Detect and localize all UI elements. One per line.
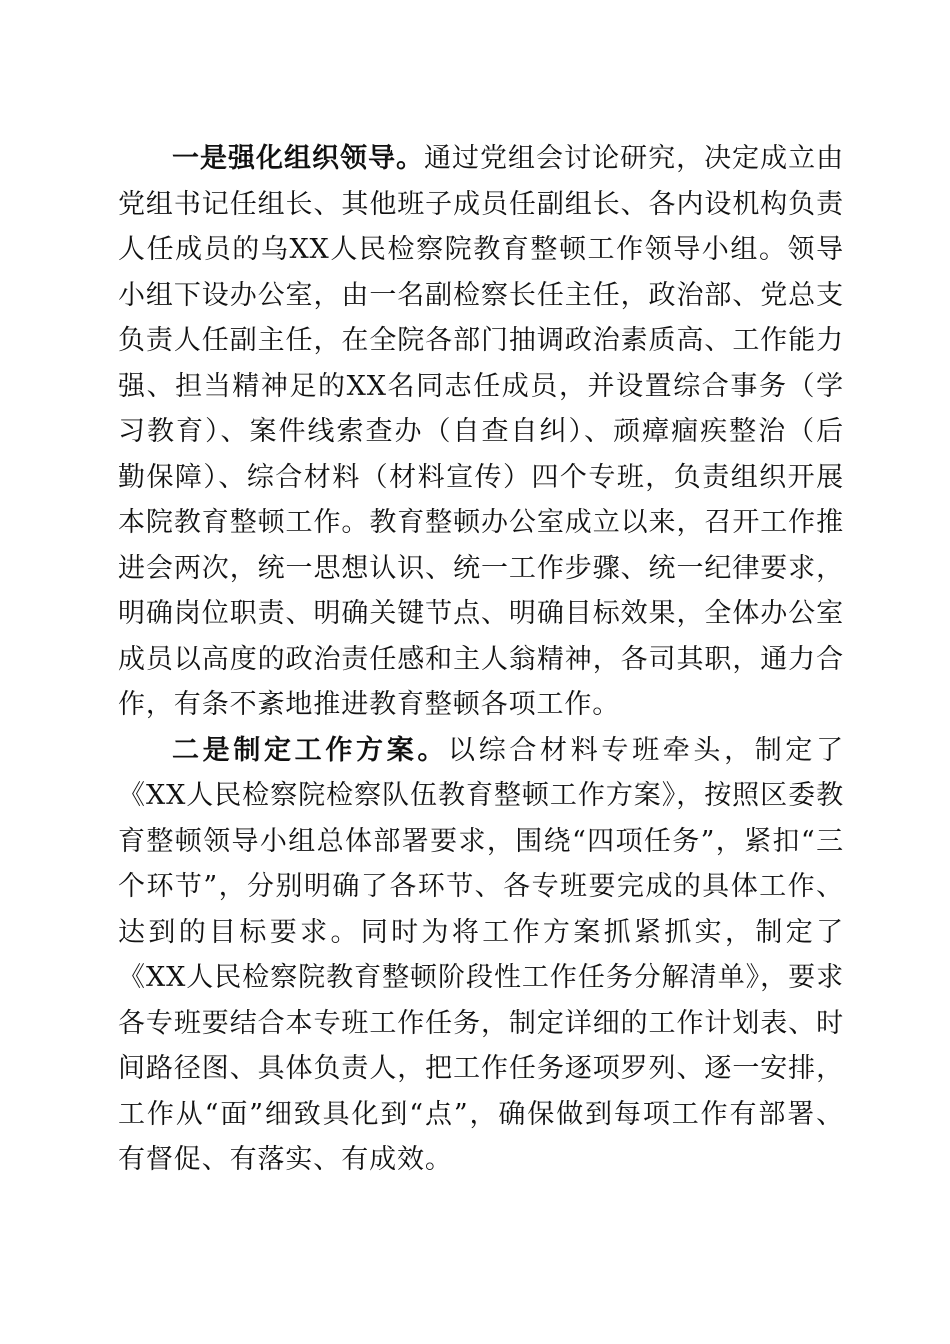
paragraph-organization-leadership [118, 136, 844, 728]
paragraph-text: 通过党组会讨论研究，决定成立由党组书记任组长、其他班子成员任副组长、各内设机构负责人任成员的乌XX人民检察院教育整顿工作领导小组。领导小组下设办公室，由一名副检察长任主任，政治部、党总支负责人任副主任，在全院各部门抽调政治素质高、工作能力强、担当精神足的XX名同志任成员，并设置综合事务（学习教育）、案件线索查办（自查自纠）、顽瘴痼疾整治（后勤保障）、综合材料（材料宣传）四个专班，负责组织开展本院教育整顿工作。教育整顿办公室成立以来，召开工作推进会两次，统一思想认识、统一工作步骤、统一纪律要求，明确岗位职责、明确关键节点、明确目标效果，全体办公室成员以高度的政治责任感和主人翁精神，各司其职，通力合作，有条不紊地推进教育整顿各项工作。 [118, 143, 845, 720]
paragraph-lead: 二是制定工作方案。 [172, 734, 449, 766]
document-body [118, 136, 844, 1183]
paragraph-text: 以综合材料专班牵头，制定了《XX人民检察院检察队伍教育整顿工作方案》，按照区委教育整顿领导小组总体部署要求，围绕“四项任务”，紧扣“三个环节”，分别明确了各环节、各专班要完成的具体工作、达到的目标要求。同时为将工作方案抓紧抓实，制定了《XX人民检察院教育整顿阶段性工作任务分解清单》，要求各专班要结合本专班工作任务，制定详细的工作计划表、时间路径图、具体负责人，把工作任务逐项罗列、逐一安排，工作从“面”细致具化到“点”，确保做到每项工作有部署、有督促、有落实、有成效。 [118, 734, 844, 1175]
paragraph-lead: 一是强化组织领导。 [172, 143, 425, 174]
paragraph-work-plan [118, 728, 844, 1183]
